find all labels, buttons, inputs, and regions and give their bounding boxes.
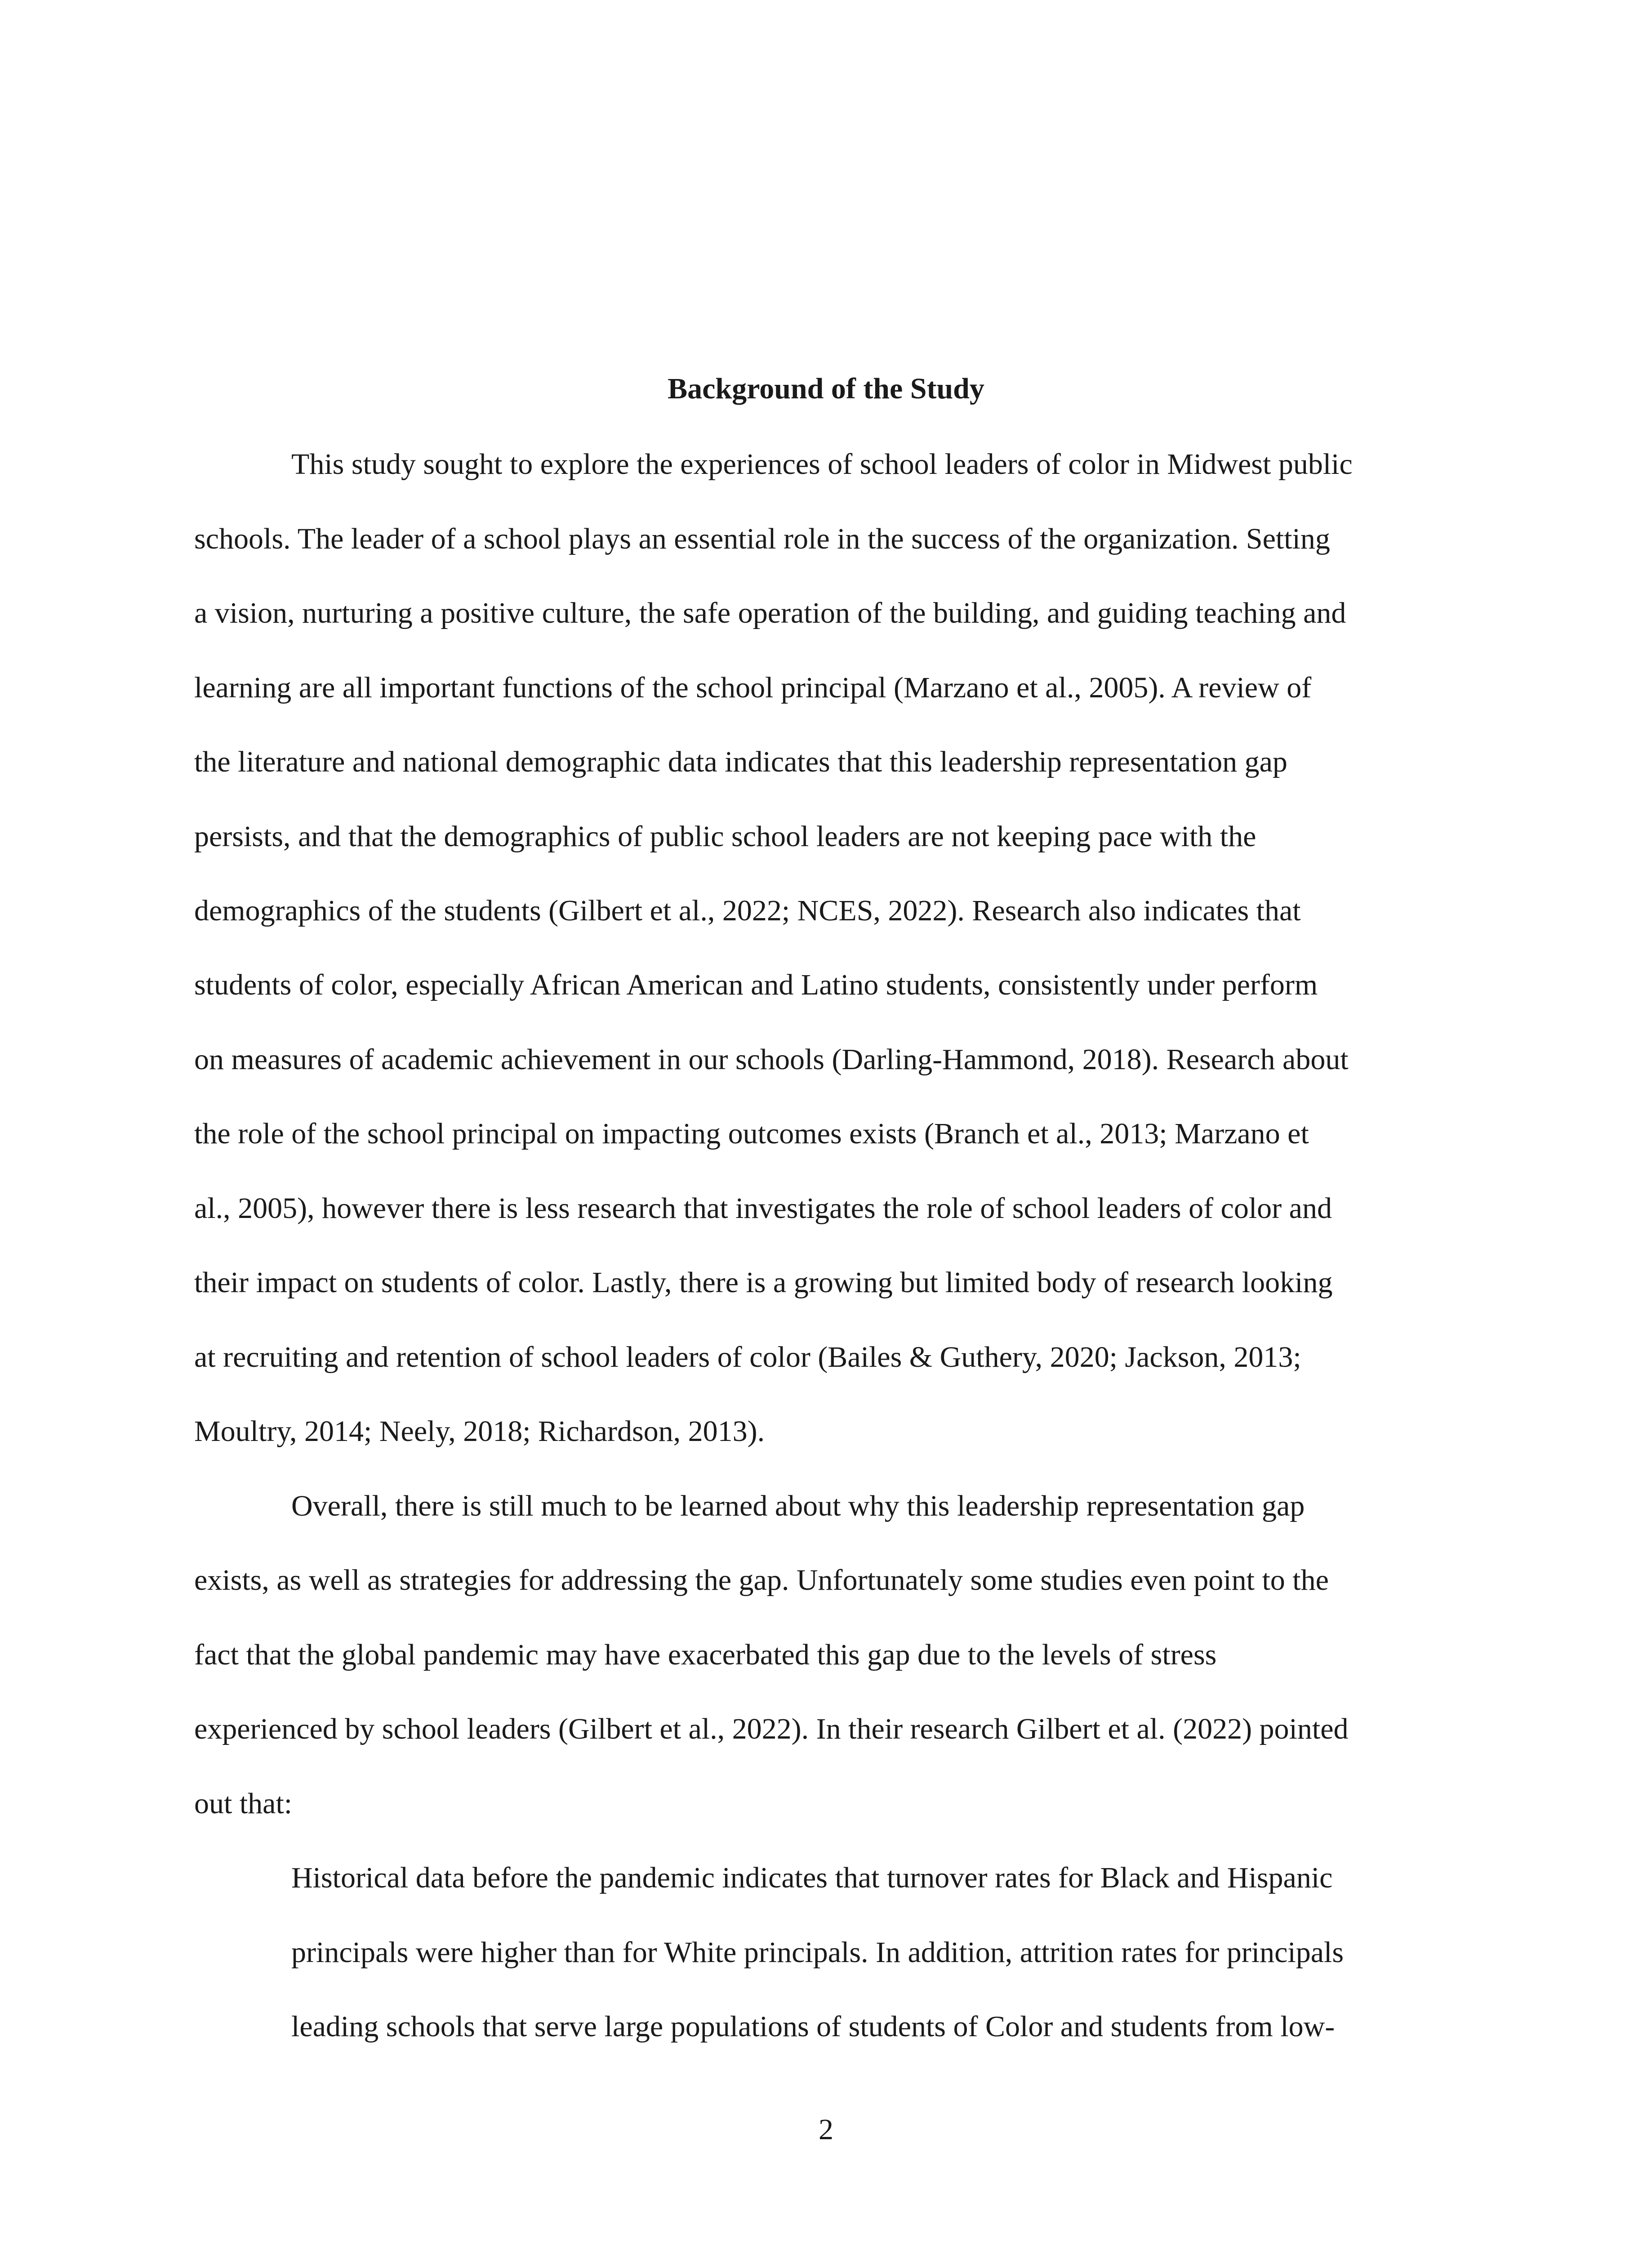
paragraph-1-line-4: learning are all important functions of the school principal (Marzano et al., 2005). A review of — [194, 671, 1312, 704]
block-quote-line-2: principals were higher than for White principals. In addition, attrition rates for principals — [291, 1936, 1344, 1969]
paragraph-1-line-7: demographics of the students (Gilbert et al., 2022; NCES, 2022). Research also indicates that — [194, 894, 1301, 927]
paragraph-1-line-11: al., 2005), however there is less research that investigates the role of school leaders of color and — [194, 1192, 1332, 1225]
page-number: 2 — [819, 2113, 833, 2146]
paragraph-2-line-2: exists, as well as strategies for addressing the gap. Unfortunately some studies even point to the — [194, 1564, 1329, 1597]
block-quote-line-1: Historical data before the pandemic indicates that turnover rates for Black and Hispanic — [291, 1861, 1333, 1894]
paragraph-1-line-8: students of color, especially African American and Latino students, consistently under perform — [194, 968, 1318, 1001]
paragraph-1-line-6: persists, and that the demographics of public school leaders are not keeping pace with the — [194, 820, 1256, 853]
paragraph-1-line-13: at recruiting and retention of school leaders of color (Bailes & Guthery, 2020; Jackson, 2013; — [194, 1341, 1301, 1374]
paragraph-1-line-2: schools. The leader of a school plays an essential role in the success of the organization. Setting — [194, 522, 1330, 555]
block-quote-line-3: leading schools that serve large populations of students of Color and students from low- — [291, 2010, 1335, 2043]
paragraph-1-line-3: a vision, nurturing a positive culture, the safe operation of the building, and guiding teaching and — [194, 597, 1346, 629]
paragraph-2-line-5: out that: — [194, 1787, 293, 1820]
paragraph-1-line-14: Moultry, 2014; Neely, 2018; Richardson, 2013). — [194, 1415, 765, 1448]
paragraph-1-line-9: on measures of academic achievement in our schools (Darling-Hammond, 2018). Research about — [194, 1043, 1349, 1076]
paragraph-1-line-1: This study sought to explore the experiences of school leaders of color in Midwest public — [291, 448, 1353, 481]
paragraph-1-line-5: the literature and national demographic data indicates that this leadership representation gap — [194, 745, 1287, 778]
paragraph-1-line-12: their impact on students of color. Lastly, there is a growing but limited body of research looking — [194, 1266, 1333, 1299]
paragraph-2-line-3: fact that the global pandemic may have exacerbated this gap due to the levels of stress — [194, 1638, 1217, 1671]
paragraph-1-line-10: the role of the school principal on impacting outcomes exists (Branch et al., 2013; Marzano et — [194, 1117, 1309, 1150]
paragraph-2-line-1: Overall, there is still much to be learned about why this leadership representation gap — [291, 1490, 1305, 1522]
paragraph-2-line-4: experienced by school leaders (Gilbert et al., 2022). In their research Gilbert et al. (2022) pointed — [194, 1713, 1349, 1745]
section-heading: Background of the Study — [668, 372, 984, 405]
